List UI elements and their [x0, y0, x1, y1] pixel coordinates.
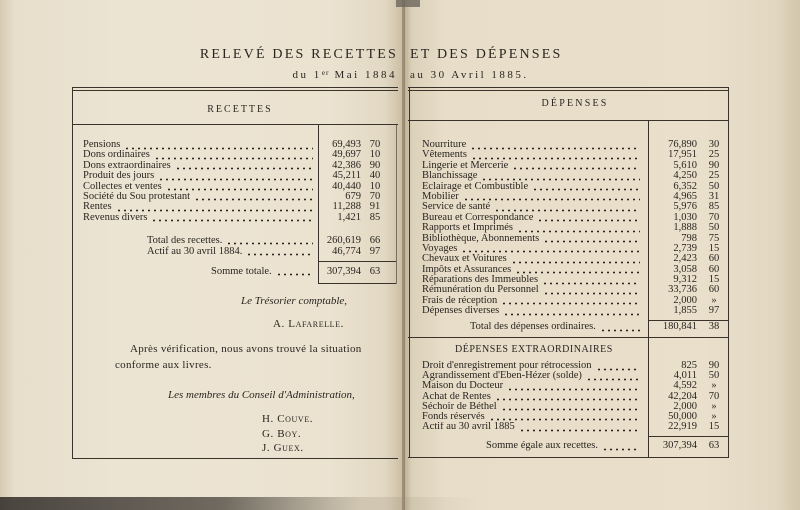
amount-francs: 4,011: [673, 370, 697, 382]
row-label-wrap: [422, 402, 640, 412]
amount-centimes: 50: [708, 222, 720, 234]
subtitle-left-sup: er: [321, 68, 330, 77]
amount-centimes: 63: [369, 266, 381, 277]
row-label: Vêtements: [422, 150, 467, 161]
table-rule: [408, 87, 729, 88]
recettes-totals: [83, 235, 382, 257]
subtitle-right: au 30 Avril 1885.: [410, 69, 529, 81]
row-label-wrap: [83, 266, 313, 277]
amount-francs: 2,423: [673, 253, 697, 265]
dot-leader: [516, 223, 640, 233]
amount-francs: 9,312: [673, 274, 697, 286]
amount-francs: 798: [681, 232, 697, 244]
table-rule: [728, 87, 729, 458]
subtitle-left: [0, 69, 397, 82]
dot-leader: [585, 371, 640, 381]
amount-francs: 307,394: [662, 440, 697, 451]
dot-leader: [518, 422, 640, 432]
row-label: Service de santé: [422, 202, 491, 213]
row-label: Achat de Rentes: [422, 391, 491, 402]
row-label: Réparations des Immeubles: [422, 275, 539, 286]
row-label-wrap: [422, 412, 640, 422]
recettes-grand-total: [83, 266, 382, 277]
amount-francs: 49,697: [332, 149, 361, 161]
row-label-wrap: [422, 381, 640, 391]
row-label-wrap: [422, 161, 640, 171]
amount-francs: 2,000: [673, 294, 697, 306]
amount-francs: 76,890: [668, 139, 697, 150]
dot-leader: [542, 234, 640, 244]
row-label: Actif au 30 avril 1885: [422, 422, 515, 433]
tresorier-name: A. Lafarelle.: [273, 318, 345, 330]
row-label-wrap: [422, 422, 640, 432]
dot-leader: [165, 182, 313, 192]
row-label-wrap: [422, 285, 640, 295]
table-rule: [408, 337, 729, 338]
dot-leader: [500, 402, 640, 412]
title-right: ET DES DÉPENSES: [410, 47, 563, 62]
amount-centimes: 60: [708, 253, 720, 265]
total-row: [422, 322, 721, 332]
row-label: Total des recettes.: [147, 235, 223, 246]
amount-centimes: 70: [369, 139, 381, 150]
subtitle-left-pre: du 1: [292, 69, 322, 81]
amount-francs: 6,352: [673, 180, 697, 192]
tresorier-title: Le Trésorier comptable,: [241, 295, 348, 307]
row-label: Rapports et Imprimés: [422, 223, 513, 234]
depenses-list: [422, 140, 721, 317]
amount-centimes: 15: [708, 421, 720, 433]
row-label: Somme égale aux recettes.: [486, 441, 598, 451]
amount-centimes: 66: [369, 235, 381, 246]
amount-francs: 825: [681, 360, 697, 371]
verification-line-1: Après vérification, nous avons trouvé la situation: [130, 343, 362, 355]
dot-leader: [488, 412, 640, 422]
amount-centimes: 10: [369, 149, 381, 161]
row-label-wrap: [422, 202, 640, 212]
table-rule: [408, 90, 729, 91]
row-label: Dons extraordinaires: [83, 160, 171, 171]
recette-row: [83, 213, 382, 223]
table-rule: [72, 124, 398, 125]
row-label: Mobilier: [422, 191, 459, 202]
row-label: Dons ordinaires: [83, 150, 150, 161]
row-label-wrap: [83, 202, 313, 212]
amount-francs: 22,919: [668, 421, 697, 433]
amount-francs: 69,493: [332, 139, 361, 150]
row-label: Agrandissement d'Ében-Hézer (solde): [422, 371, 582, 382]
dot-leader: [601, 441, 640, 451]
row-label-wrap: [422, 265, 640, 275]
row-label: Frais de réception: [422, 295, 498, 306]
amount-francs: 46,774: [332, 246, 361, 257]
amount-francs: 50,000: [668, 410, 697, 422]
amount-francs: 11,288: [332, 201, 361, 213]
sum-rule: [318, 261, 396, 262]
row-label: Collectes et ventes: [83, 181, 162, 192]
dot-leader: [494, 392, 640, 402]
row-label-wrap: [422, 361, 640, 371]
page-bottom-edge: [0, 497, 800, 510]
amount-francs: 4,592: [673, 380, 697, 392]
table-rule: [72, 90, 398, 91]
row-label-wrap: [83, 182, 313, 192]
dot-leader: [462, 192, 640, 202]
table-rule: [409, 87, 410, 458]
dot-leader: [275, 266, 313, 277]
amount-francs: 1,421: [337, 211, 361, 223]
table-rule: [72, 458, 398, 459]
dot-leader: [115, 202, 313, 212]
amount-column-rule: [396, 125, 397, 284]
amount-centimes: »: [711, 380, 717, 392]
recette-row: [83, 182, 382, 192]
row-label-wrap: [422, 223, 640, 233]
grand-total-row: [83, 266, 382, 277]
row-label-wrap: [422, 244, 640, 254]
amount-francs: 4,965: [673, 190, 697, 202]
depense-row: [422, 223, 721, 233]
verification-line-2: conforme aux livres.: [115, 359, 212, 371]
dot-leader: [174, 161, 313, 171]
amount-centimes: 30: [708, 139, 720, 150]
row-label: Rémunération du Personnel: [422, 285, 539, 296]
amount-centimes: 75: [708, 232, 720, 244]
amount-centimes: »: [711, 400, 717, 412]
row-label-wrap: [422, 322, 640, 332]
amount-francs: 1,855: [673, 305, 697, 317]
amount-francs: 180,841: [662, 321, 697, 332]
row-label: Société du Sou protestant: [83, 191, 191, 202]
dot-leader: [480, 171, 640, 181]
row-label-wrap: [83, 235, 313, 246]
total-row: [83, 246, 382, 257]
grand-total-row: [422, 441, 721, 451]
row-label-wrap: [83, 246, 313, 257]
row-label: Produit des jours: [83, 171, 155, 182]
row-label-wrap: [83, 161, 313, 171]
row-label-wrap: [422, 150, 640, 160]
row-label-wrap: [422, 441, 640, 451]
recettes-list: [83, 140, 382, 223]
row-label-wrap: [83, 192, 313, 202]
depense-extra-row: [422, 422, 721, 432]
amount-centimes: 85: [369, 211, 381, 223]
row-label-wrap: [422, 296, 640, 306]
total-row: [83, 235, 382, 246]
conseil-member: J. Guex.: [262, 442, 304, 454]
dot-leader: [469, 140, 640, 150]
dot-leader: [493, 202, 640, 212]
amount-centimes: 50: [708, 370, 720, 382]
row-label: Droit d'enregistrement pour rétrocession: [422, 361, 592, 371]
table-rule: [408, 120, 729, 121]
row-label-wrap: [422, 254, 640, 264]
dot-leader: [150, 213, 313, 223]
amount-centimes: 90: [369, 159, 381, 171]
amount-centimes: 70: [708, 390, 720, 402]
dot-leader: [542, 285, 640, 295]
dot-leader: [599, 322, 640, 332]
recette-row: [83, 171, 382, 181]
row-label-wrap: [422, 213, 640, 223]
depense-row: [422, 306, 721, 316]
amount-francs: 1,030: [673, 211, 697, 223]
amount-centimes: 63: [708, 440, 720, 451]
amount-centimes: 15: [708, 274, 720, 286]
row-label-wrap: [83, 213, 313, 223]
dot-leader: [531, 182, 640, 192]
row-label: Rentes: [83, 202, 112, 213]
amount-centimes: 31: [708, 190, 720, 202]
extra-heading: DÉPENSES EXTRAORDINAIRES: [455, 344, 613, 355]
amount-francs: 3,058: [673, 263, 697, 275]
amount-francs: 17,951: [668, 149, 697, 161]
amount-centimes: 40: [369, 170, 381, 182]
amount-centimes: 90: [708, 159, 720, 171]
amount-francs: 33,736: [668, 284, 697, 296]
amount-francs: 1,888: [673, 222, 697, 234]
amount-centimes: »: [711, 410, 717, 422]
row-label: Total des dépenses ordinaires.: [470, 322, 596, 332]
row-label-wrap: [83, 140, 313, 150]
amount-centimes: 38: [708, 321, 720, 332]
amount-centimes: 70: [708, 211, 720, 223]
row-label: Somme totale.: [211, 266, 272, 277]
binding-mark: [396, 0, 420, 7]
row-label: Eclairage et Combustible: [422, 181, 529, 192]
dot-leader: [510, 254, 640, 264]
table-rule: [408, 457, 729, 458]
row-label-wrap: [422, 275, 640, 285]
amount-centimes: 25: [708, 170, 720, 182]
amount-francs: 42,386: [332, 159, 361, 171]
row-label: Chevaux et Voitures: [422, 254, 507, 265]
dot-leader: [193, 192, 313, 202]
recettes-heading: RECETTES: [207, 104, 273, 115]
dot-leader: [153, 150, 313, 160]
row-label: Bureau et Correspondance: [422, 212, 534, 223]
row-label: Maison du Docteur: [422, 381, 504, 392]
amount-francs: 4,250: [673, 170, 697, 182]
conseil-member: H. Couve.: [262, 413, 314, 425]
dot-leader: [514, 265, 640, 275]
row-label-wrap: [83, 150, 313, 160]
row-label: Impôts et Assurances: [422, 264, 512, 275]
amount-centimes: 50: [708, 180, 720, 192]
row-label-wrap: [422, 140, 640, 150]
row-label: Pensions: [83, 140, 121, 150]
amount-centimes: 85: [708, 201, 720, 213]
amount-francs: 45,211: [332, 170, 361, 182]
row-label-wrap: [422, 171, 640, 181]
row-label-wrap: [422, 392, 640, 402]
row-label: Bibliothèque, Abonnements: [422, 233, 540, 244]
conseil-member: G. Boy.: [262, 428, 302, 440]
amount-francs: 5,976: [673, 201, 697, 213]
amount-centimes: 60: [708, 284, 720, 296]
depenses-grand-total: [422, 441, 721, 451]
depenses-extra-list: [422, 361, 721, 432]
row-label-wrap: [422, 371, 640, 381]
conseil-title: Les membres du Conseil d'Administration,: [168, 389, 355, 401]
amount-francs: 2,739: [673, 242, 697, 254]
dot-leader: [123, 140, 313, 150]
dot-leader: [157, 171, 313, 181]
row-label: Séchoir de Béthel: [422, 401, 497, 412]
depense-row: [422, 171, 721, 181]
dot-leader: [245, 246, 313, 257]
amount-centimes: 25: [708, 149, 720, 161]
table-rule: [72, 87, 73, 459]
row-label-wrap: [422, 234, 640, 244]
row-label: Actif au 30 avril 1884.: [147, 246, 243, 257]
dot-leader: [506, 381, 640, 391]
amount-francs: 40,440: [332, 180, 361, 192]
depenses-heading: DÉPENSES: [541, 98, 609, 109]
amount-francs: 679: [345, 190, 361, 202]
amount-francs: 307,394: [326, 266, 361, 277]
row-label: Voyages: [422, 243, 458, 254]
row-label: Fonds réservés: [422, 411, 485, 422]
row-label: Blanchissage: [422, 171, 478, 182]
subtitle-left-post: Mai 1884: [334, 69, 397, 81]
dot-leader: [502, 306, 640, 316]
book-gutter: [402, 0, 405, 510]
sum-rule: [648, 436, 728, 437]
row-label-wrap: [422, 182, 640, 192]
amount-centimes: 97: [708, 305, 720, 317]
amount-francs: 5,610: [673, 159, 697, 171]
amount-centimes: 60: [708, 263, 720, 275]
amount-francs: 2,000: [673, 400, 697, 412]
amount-centimes: 97: [369, 246, 381, 257]
dot-leader: [511, 161, 640, 171]
dot-leader: [460, 244, 640, 254]
dot-leader: [500, 296, 640, 306]
amount-centimes: 70: [369, 190, 381, 202]
amount-francs: 42,204: [668, 390, 697, 402]
dot-leader: [536, 213, 640, 223]
sum-rule: [318, 283, 396, 284]
row-label: Nourriture: [422, 140, 467, 150]
row-label-wrap: [83, 171, 313, 181]
row-label-wrap: [422, 192, 640, 202]
amount-centimes: »: [711, 294, 717, 306]
row-label-wrap: [422, 306, 640, 316]
amount-centimes: 15: [708, 242, 720, 254]
dot-leader: [595, 361, 640, 371]
row-label: Dépenses diverses: [422, 306, 500, 317]
amount-centimes: 10: [369, 180, 381, 192]
row-label: Lingerie et Mercerie: [422, 160, 509, 171]
amount-francs: 260,619: [326, 235, 361, 246]
dot-leader: [541, 275, 640, 285]
dot-leader: [225, 235, 313, 246]
table-rule: [72, 87, 398, 88]
row-label: Revenus divers: [83, 212, 148, 223]
dot-leader: [470, 150, 640, 160]
amount-centimes: 91: [369, 201, 381, 213]
amount-centimes: 90: [708, 360, 720, 371]
title-left: RELEVÉ DES RECETTES: [199, 47, 398, 62]
depenses-total-ordinaires: [422, 322, 721, 332]
